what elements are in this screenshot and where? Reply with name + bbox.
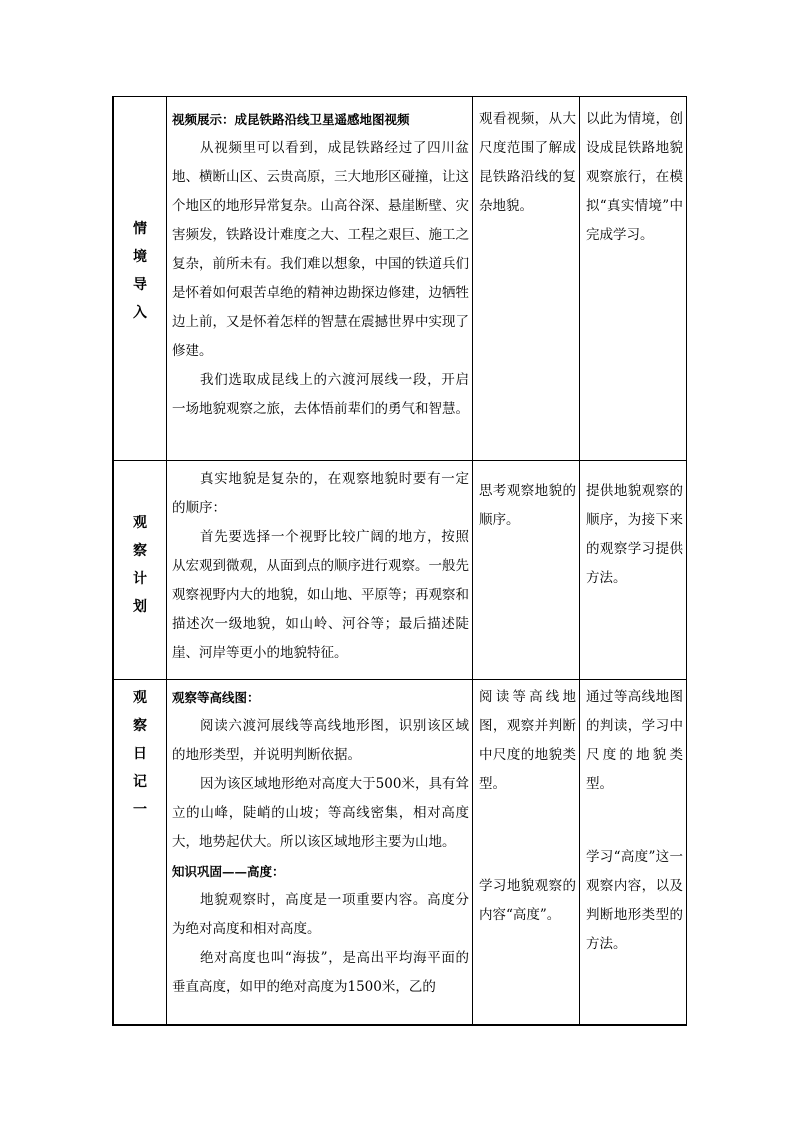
section-heading: 观察等高线图： — [172, 690, 260, 705]
student-activity-text: 思考观察地貌的顺序。 — [479, 483, 576, 528]
design-intent-text: 通过等高线地图的判读，学习中尺度的地貌类型。 — [586, 689, 683, 792]
stage-label-cell — [113, 461, 167, 680]
design-intent-text: 以此为情境，创设成昆铁路地貌观察旅行，在模拟“真实情境”中完成学习。 — [586, 111, 683, 243]
stage-label-char: 计 — [133, 571, 147, 587]
stage-label-char: 划 — [133, 599, 147, 615]
student-activity-cell — [473, 461, 580, 680]
content-paragraph: 阅读六渡河展线等高线地形图，识别该区域的地形类型，并说明判断依据。 — [172, 718, 469, 763]
stage-label-char: 一 — [133, 802, 147, 818]
stage-label-char: 观 — [133, 515, 147, 531]
teaching-content-cell — [167, 680, 473, 1025]
design-intent-cell — [580, 680, 687, 1025]
stage-label-char: 观 — [133, 690, 147, 706]
content-paragraph: 真实地貌是复杂的，在观察地貌时要有一定的顺序： — [172, 471, 469, 516]
content-paragraph: 地貌观察时，高度是一项重要内容。高度分为绝对高度和相对高度。 — [172, 892, 469, 937]
stage-label-char: 记 — [133, 774, 147, 790]
section-heading: 视频展示：成昆铁路沿线卫星遥感地图视频 — [172, 112, 410, 127]
content-paragraph: 我们选取成昆线上的六渡河展线一段，开启一场地貌观察之旅，去体悟前辈们的勇气和智慧。 — [172, 372, 469, 417]
teaching-content-cell — [167, 97, 473, 461]
content-paragraph: 首先要选择一个视野比较广阔的地方，按照从宏观到微观，从面到点的顺序进行观察。一般先观察视野内大的地貌，如山地、平原等；再观察和描述次一级地貌，如山岭、河谷等；最后描述陡崖、河岸等更小的地貌特征。 — [172, 529, 469, 661]
teaching-content-cell — [167, 461, 473, 680]
design-intent-text: 学习“高度”这一观察内容，以及判断地形类型的方法。 — [586, 849, 683, 952]
table-row — [113, 97, 687, 461]
student-activity-text: 观看视频，从大尺度范围了解成昆铁路沿线的复杂地貌。 — [479, 111, 576, 214]
content-paragraph: 因为该区域地形绝对高度大于500米，具有耸立的山峰，陡峭的山坡；等高线密集，相对高度大，地势起伏大。所以该区域地形主要为山地。 — [172, 776, 469, 850]
stage-label-char: 情 — [133, 221, 147, 237]
stage-label-cell — [113, 680, 167, 1025]
student-activity-cell — [473, 97, 580, 461]
stage-label-char: 日 — [133, 746, 147, 762]
design-intent-cell — [580, 97, 687, 461]
student-activity-text: 阅读等高线地图，观察并判断中尺度的地貌类型。 — [479, 689, 576, 792]
content-paragraph: 绝对高度也叫“海拔”，是高出平均海平面的垂直高度，如甲的绝对高度为1500米，乙的 — [172, 950, 469, 995]
table-row — [113, 461, 687, 680]
student-activity-text: 学习地貌观察的内容“高度”。 — [479, 878, 576, 923]
design-intent-text: 提供地貌观察的顺序，为接下来的观察学习提供方法。 — [586, 483, 683, 586]
content-paragraph: 从视频里可以看到，成昆铁路经过了四川盆地、横断山区、云贵高原，三大地形区碰撞，让这个地区的地形异常复杂。山高谷深、悬崖断壁、灾害频发，铁路设计难度之大、工程之艰巨、施工之复杂，前所未有。我们难以想象，中国的铁道兵们是怀着如何艰苦卓绝的精神边勘探边修建，边牺牲边上前，又是怀着怎样的智慧在震撼世界中实现了修建。 — [172, 140, 469, 359]
stage-label-char: 察 — [133, 543, 147, 559]
stage-label-char: 导 — [133, 277, 147, 293]
table-row — [113, 680, 687, 1025]
student-activity-cell — [473, 680, 580, 1025]
stage-label-char: 察 — [133, 718, 147, 734]
design-intent-cell — [580, 461, 687, 680]
stage-label-char: 入 — [133, 305, 147, 321]
stage-label-cell — [113, 97, 167, 461]
section-heading: 知识巩固——高度： — [172, 864, 285, 879]
stage-label-char: 境 — [133, 249, 147, 265]
lesson-plan-table — [112, 96, 687, 1026]
